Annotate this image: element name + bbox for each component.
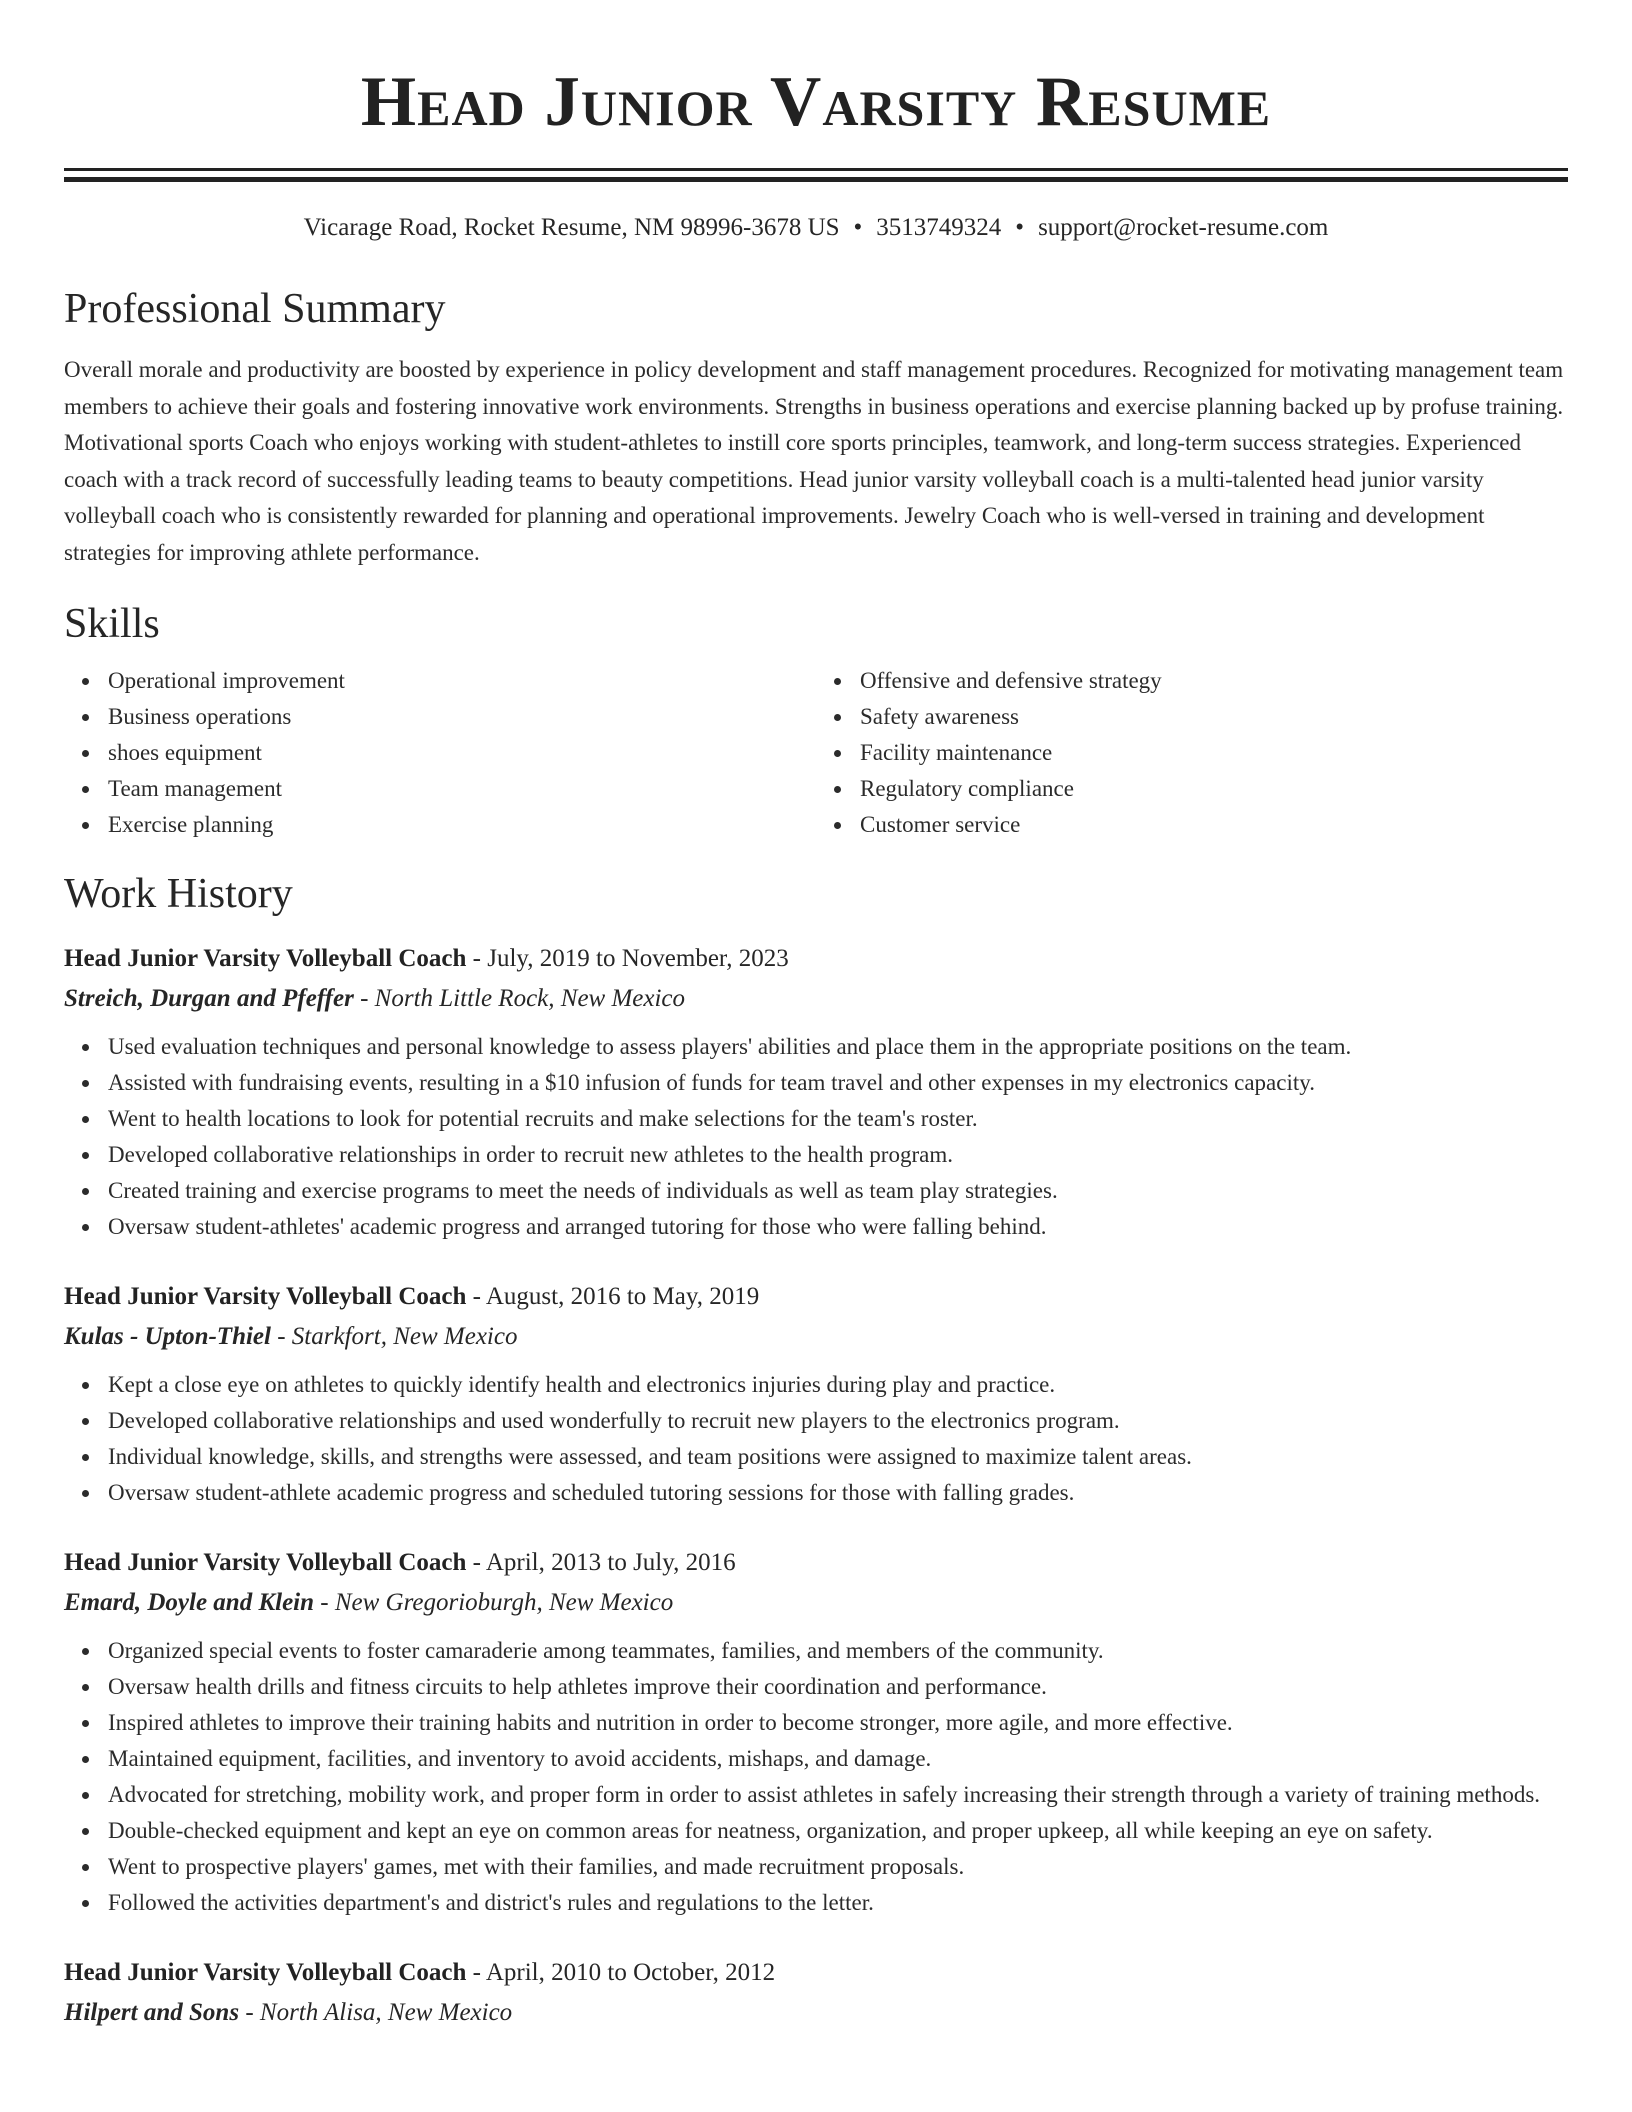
- job-bullet: Assisted with fundraising events, resulting in a $10 infusion of funds for team travel and other expenses in my electronics capacity.: [108, 1065, 1568, 1101]
- job-bullet: Inspired athletes to improve their training habits and nutrition in order to become stronger, more agile, and more effective.: [108, 1705, 1568, 1741]
- job-bullet: Oversaw student-athlete academic progress and scheduled tutoring sessions for those with falling grades.: [108, 1475, 1568, 1511]
- skill-item: Exercise planning: [108, 807, 816, 843]
- job-bullets: [64, 1633, 1568, 1921]
- job-bullet: Used evaluation techniques and personal knowledge to assess players' abilities and place them in the appropriate positions on the team.: [108, 1029, 1568, 1065]
- job-bullet: Kept a close eye on athletes to quickly identify health and electronics injuries during play and practice.: [108, 1367, 1568, 1403]
- job-company-line: [64, 1993, 1568, 2033]
- job-bullet: Created training and exercise programs to meet the needs of individuals as well as team play strategies.: [108, 1173, 1568, 1209]
- job-bullet: Developed collaborative relationships and used wonderfully to recruit new players to the electronics program.: [108, 1403, 1568, 1439]
- job-dates: - August, 2016 to May, 2019: [472, 1283, 760, 1310]
- skill-item: shoes equipment: [108, 735, 816, 771]
- skills-column-left: [64, 663, 816, 843]
- skill-item: Business operations: [108, 699, 816, 735]
- job-title-line: [64, 1953, 1568, 1993]
- job-location: - New Gregorioburgh, New Mexico: [320, 1589, 674, 1616]
- job-company: Emard, Doyle and Klein: [64, 1589, 315, 1616]
- job-bullet: Oversaw health drills and fitness circuits to help athletes improve their coordination and performance.: [108, 1669, 1568, 1705]
- skill-item: Regulatory compliance: [860, 771, 1568, 807]
- skill-item: Facility maintenance: [860, 735, 1568, 771]
- job-bullets: [64, 1367, 1568, 1511]
- job-bullet: Went to prospective players' games, met with their families, and made recruitment proposals.: [108, 1849, 1568, 1885]
- title-divider-thick: [64, 177, 1568, 182]
- job-entry: [64, 1277, 1568, 1511]
- job-location: - North Alisa, New Mexico: [245, 1999, 513, 2026]
- contact-separator: •: [853, 214, 863, 241]
- job-company-line: [64, 979, 1568, 1019]
- work-history-heading: Work History: [64, 871, 293, 917]
- job-title-line: [64, 939, 1568, 979]
- job-bullet: Double-checked equipment and kept an eye on common areas for neatness, organization, and proper upkeep, all while keeping an eye on safety.: [108, 1813, 1568, 1849]
- resume-title: Head Junior Varsity Resume: [360, 63, 1272, 141]
- job-bullet: Went to health locations to look for potential recruits and make selections for the team's roster.: [108, 1101, 1568, 1137]
- job-bullet: Advocated for stretching, mobility work, and proper form in order to assist athletes in safely increasing their strength through a variety of training methods.: [108, 1777, 1568, 1813]
- job-entry: [64, 939, 1568, 1245]
- job-bullet: Oversaw student-athletes' academic progress and arranged tutoring for those who were falling behind.: [108, 1209, 1568, 1245]
- job-company: Hilpert and Sons: [64, 1999, 240, 2026]
- job-bullet: Organized special events to foster camaraderie among teammates, families, and members of the community.: [108, 1633, 1568, 1669]
- job-location: - Starkfort, New Mexico: [277, 1323, 518, 1350]
- skill-item: Team management: [108, 771, 816, 807]
- skills-heading: Skills: [64, 601, 160, 647]
- summary-text: Overall morale and productivity are boosted by experience in policy development and staff management procedures. Recognized for motivating management team members to achieve their goals and fostering innovative work environments. Strengths in business operations and exercise planning backed up by profuse training. Motivational sports Coach who enjoys working with student-athletes to instill core sports principles, teamwork, and long-term success strategies. Experienced coach with a track record of successfully leading teams to beauty competitions. Head junior varsity volleyball coach is a multi-talented head junior varsity volleyball coach who is consistently rewarded for planning and operational improvements. Jewelry Coach who is well-versed in training and development strategies for improving athlete performance.: [64, 357, 1564, 565]
- skills-column-right: [816, 663, 1568, 843]
- skill-item: Safety awareness: [860, 699, 1568, 735]
- job-dates: - April, 2010 to October, 2012: [472, 1959, 776, 1986]
- job-company: Streich, Durgan and Pfeffer: [64, 985, 354, 1012]
- job-title: Head Junior Varsity Volleyball Coach: [64, 1283, 467, 1310]
- contact-address: Vicarage Road, Rocket Resume, NM 98996-3678 US: [303, 214, 840, 241]
- job-company-line: [64, 1317, 1568, 1357]
- job-location: - North Little Rock, New Mexico: [360, 985, 686, 1012]
- contact-line: [64, 212, 1568, 244]
- title-divider-thin: [64, 168, 1568, 171]
- job-title: Head Junior Varsity Volleyball Coach: [64, 945, 467, 972]
- summary-heading: Professional Summary: [64, 286, 446, 332]
- job-bullet: Followed the activities department's and district's rules and regulations to the letter.: [108, 1885, 1568, 1921]
- skill-item: Customer service: [860, 807, 1568, 843]
- job-company: Kulas - Upton-Thiel: [64, 1323, 271, 1350]
- job-entry: [64, 1953, 1568, 2033]
- contact-separator: •: [1015, 214, 1025, 241]
- job-title-line: [64, 1277, 1568, 1317]
- job-title-line: [64, 1543, 1568, 1583]
- job-entry: [64, 1543, 1568, 1921]
- job-dates: - July, 2019 to November, 2023: [472, 945, 789, 972]
- job-bullet: Developed collaborative relationships in order to recruit new athletes to the health program.: [108, 1137, 1568, 1173]
- skill-item: Operational improvement: [108, 663, 816, 699]
- contact-phone: 3513749324: [876, 214, 1002, 241]
- contact-email: support@rocket-resume.com: [1038, 214, 1329, 241]
- job-title: Head Junior Varsity Volleyball Coach: [64, 1549, 467, 1576]
- job-company-line: [64, 1583, 1568, 1623]
- job-title: Head Junior Varsity Volleyball Coach: [64, 1959, 467, 1986]
- skills-list: [64, 663, 1568, 843]
- job-dates: - April, 2013 to July, 2016: [472, 1549, 736, 1576]
- skill-item: Offensive and defensive strategy: [860, 663, 1568, 699]
- job-bullet: Individual knowledge, skills, and strengths were assessed, and team positions were assigned to maximize talent areas.: [108, 1439, 1568, 1475]
- job-bullets: [64, 1029, 1568, 1245]
- job-bullet: Maintained equipment, facilities, and inventory to avoid accidents, mishaps, and damage.: [108, 1741, 1568, 1777]
